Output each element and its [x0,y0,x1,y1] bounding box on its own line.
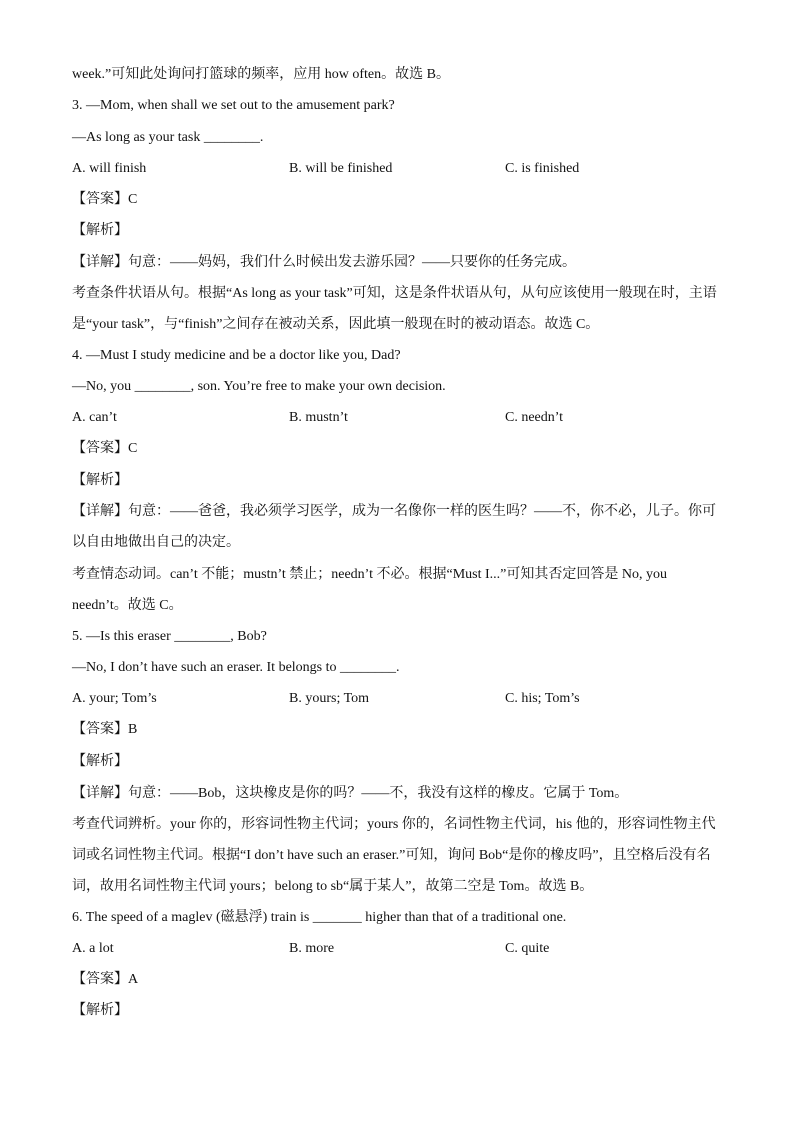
answer-label: 【答案】C [72,441,138,456]
question-3-reply: —As long as your task ________. [72,130,264,145]
option-c: C. his; Tom’s [505,691,580,706]
answer-label: 【答案】C [72,192,138,207]
explanation-text: 考查代词辨析。your 你的，形容词性物主代词；yours 你的，名词性物主代词，his 他的，形容词性物主代 [72,817,716,832]
analysis-label: 【解析】 [72,754,128,769]
explanation-text: needn’t。故选 C。 [72,598,183,613]
option-c: C. quite [505,941,550,956]
analysis-label: 【解析】 [72,473,128,488]
explanation-text: 词或名词性物主代词。根据“I don’t have such an eraser.”可知，询问 Bob“是你的橡皮吗”，且空格后没有名 [72,848,711,863]
question-6-stem: 6. The speed of a maglev (磁悬浮) train is _______ higher than that of a traditional one. [72,910,567,925]
explanation-text: 是“your task”，与“finish”之间存在被动关系，因此填一般现在时的被动语态。故选 C。 [72,317,600,332]
question-5-reply: —No, I don’t have such an eraser. It belongs to ________. [72,660,400,675]
answer-label: 【答案】B [72,722,138,737]
option-a: A. will finish [72,161,147,176]
explanation-text: 考查情态动词。can’t 不能；mustn’t 禁止；needn’t 不必。根据“Must I...”可知其否定回答是 No, you [72,567,667,582]
explanation-text: 考查条件状语从句。根据“As long as your task”可知，这是条件状语从句，从句应该使用一般现在时，主语 [72,286,717,301]
option-a: A. your; Tom’s [72,691,157,706]
question-5-stem: 5. —Is this eraser ________, Bob? [72,629,267,644]
detail-text: 以自由地做出自己的决定。 [72,535,240,550]
detail-text: 【详解】句意：——爸爸，我必须学习医学，成为一名像你一样的医生吗？——不，你不必，儿子。你可 [72,504,716,519]
option-a: A. can’t [72,410,117,425]
question-4-stem: 4. —Must I study medicine and be a doctor like you, Dad? [72,348,401,363]
option-c: C. is finished [505,161,580,176]
option-b: B. mustn’t [289,410,348,425]
explanation-text: week.”可知此处询问打篮球的频率，应用 how often。故选 B。 [72,67,450,82]
answer-label: 【答案】A [72,972,139,987]
analysis-label: 【解析】 [72,1003,128,1018]
analysis-label: 【解析】 [72,223,128,238]
option-b: B. more [289,941,335,956]
detail-text: 【详解】句意：——妈妈，我们什么时候出发去游乐园？——只要你的任务完成。 [72,255,576,270]
option-c: C. needn’t [505,410,564,425]
question-4-reply: —No, you ________, son. You’re free to make your own decision. [72,379,446,394]
detail-text: 【详解】句意：——Bob，这块橡皮是你的吗？——不，我没有这样的橡皮。它属于 Tom。 [72,786,629,801]
option-b: B. yours; Tom [289,691,370,706]
option-b: B. will be finished [289,161,393,176]
question-3-stem: 3. —Mom, when shall we set out to the amusement park? [72,98,395,113]
option-a: A. a lot [72,941,114,956]
explanation-text: 词，故用名词性物主代词 yours；belong to sb“属于某人”，故第二空是 Tom。故选 B。 [72,879,594,894]
